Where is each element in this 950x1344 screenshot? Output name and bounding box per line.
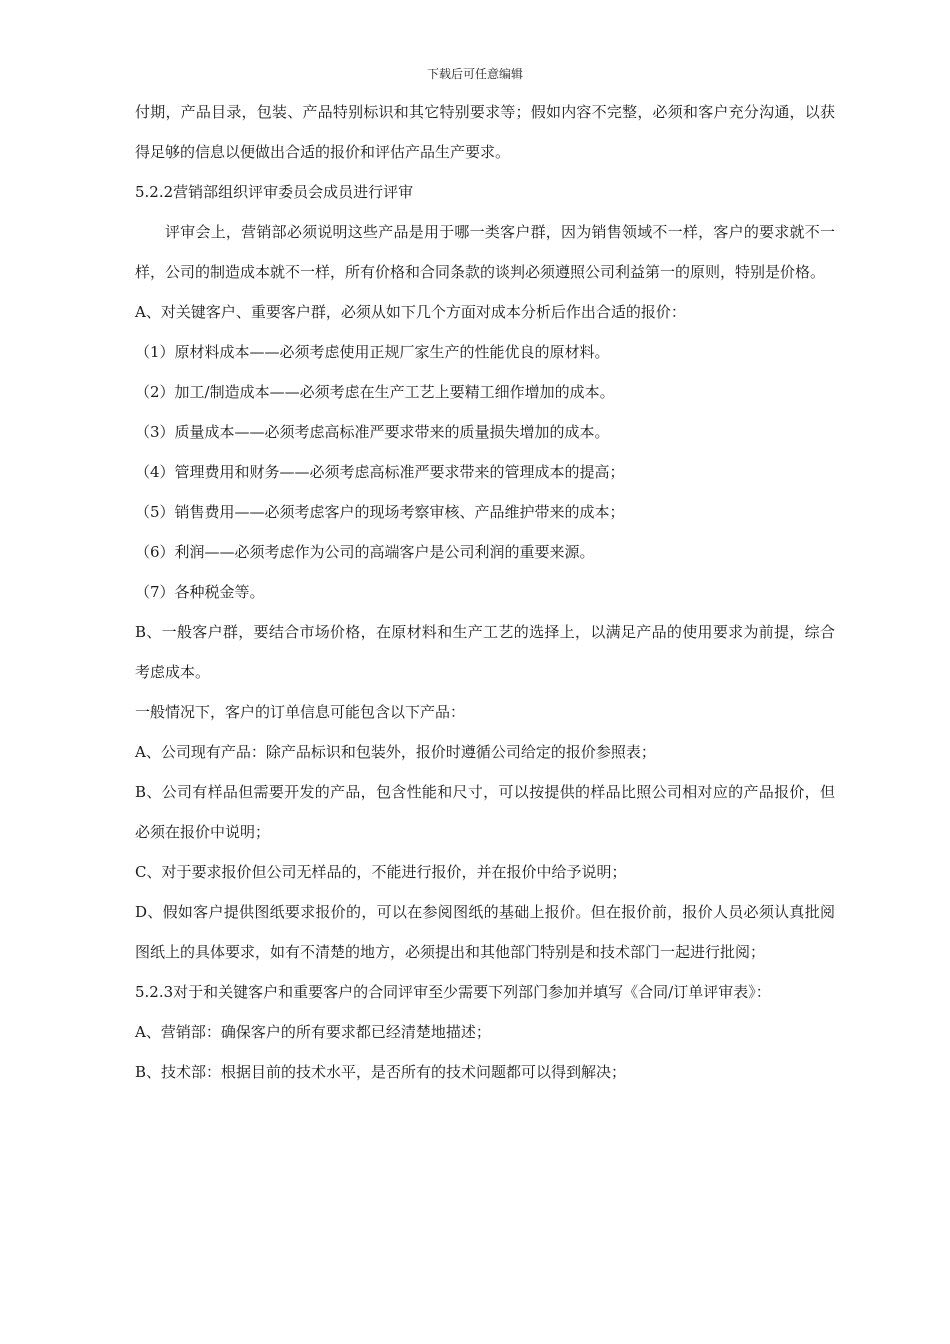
list-item-drawing-quotes: D、假如客户提供图纸要求报价的，可以在参阅图纸的基础上报价。但在报价前，报价人员必须认真批阅图纸上的具体要求，如有不清楚的地方，必须提出和其他部门特别是和技术部门一起进行批阅； xyxy=(135,903,835,961)
section-heading-5-2-2: 5.2.2营销部组织评审委员会成员进行评审 xyxy=(135,183,414,201)
paragraph-key-customers: A、对关键客户、重要客户群，必须从如下几个方面对成本分析后作出合适的报价： xyxy=(135,303,686,321)
section-heading-5-2-3: 5.2.3对于和关键客户和重要客户的合同评审至少需要下列部门参加并填写《合同/订单评审表》： xyxy=(135,983,771,1001)
list-item-marketing-dept: A、营销部：确保客户的所有要求都已经清楚地描述； xyxy=(135,1023,491,1041)
paragraph-review-meeting: 评审会上，营销部必须说明这些产品是用于哪一类客户群，因为销售领域不一样，客户的要求就不一样，公司的制造成本就不一样，所有价格和合同条款的谈判必须遵照公司利益第一的原则，特别是价格。 xyxy=(135,223,835,281)
list-item-technical-dept: B、技术部：根据目前的技术水平，是否所有的技术问题都可以得到解决； xyxy=(135,1063,627,1081)
page-header: 下载后可任意编辑 xyxy=(426,67,523,81)
list-item-sales-cost: （5）销售费用——必须考虑客户的现场考察审核、产品维护带来的成本； xyxy=(135,503,625,521)
list-item-sample-products: B、公司有样品但需要开发的产品，包含性能和尺寸，可以按提供的样品比照公司相对应的产品报价，但必须在报价中说明； xyxy=(135,783,835,841)
document-body xyxy=(135,92,835,1092)
list-item-processing-cost: （2）加工/制造成本——必须考虑在生产工艺上要精工细作增加的成本。 xyxy=(135,383,615,401)
list-item-taxes: （7）各种税金等。 xyxy=(135,583,265,601)
list-item-management-cost: （4）管理费用和财务——必须考虑高标准严要求带来的管理成本的提高； xyxy=(135,463,625,481)
list-item-profit: （6）利润——必须考虑作为公司的高端客户是公司利润的重要来源。 xyxy=(135,543,595,561)
paragraph-delivery-continuation: 付期，产品目录，包装、产品特别标识和其它特别要求等；假如内容不完整，必须和客户充分沟通，以获得足够的信息以便做出合适的报价和评估产品生产要求。 xyxy=(135,103,835,161)
list-item-existing-products: A、公司现有产品：除产品标识和包装外，报价时遵循公司给定的报价参照表； xyxy=(135,743,656,761)
paragraph-order-info-intro: 一般情况下，客户的订单信息可能包含以下产品： xyxy=(135,703,466,721)
list-item-no-sample-products: C、对于要求报价但公司无样品的，不能进行报价，并在报价中给予说明； xyxy=(135,863,627,881)
list-item-raw-material-cost: （1）原材料成本——必须考虑使用正规厂家生产的性能优良的原材料。 xyxy=(135,343,610,361)
list-item-quality-cost: （3）质量成本——必须考虑高标准严要求带来的质量损失增加的成本。 xyxy=(135,423,610,441)
paragraph-general-customers: B、一般客户群，要结合市场价格，在原材料和生产工艺的选择上，以满足产品的使用要求为前提，综合考虑成本。 xyxy=(135,623,835,681)
